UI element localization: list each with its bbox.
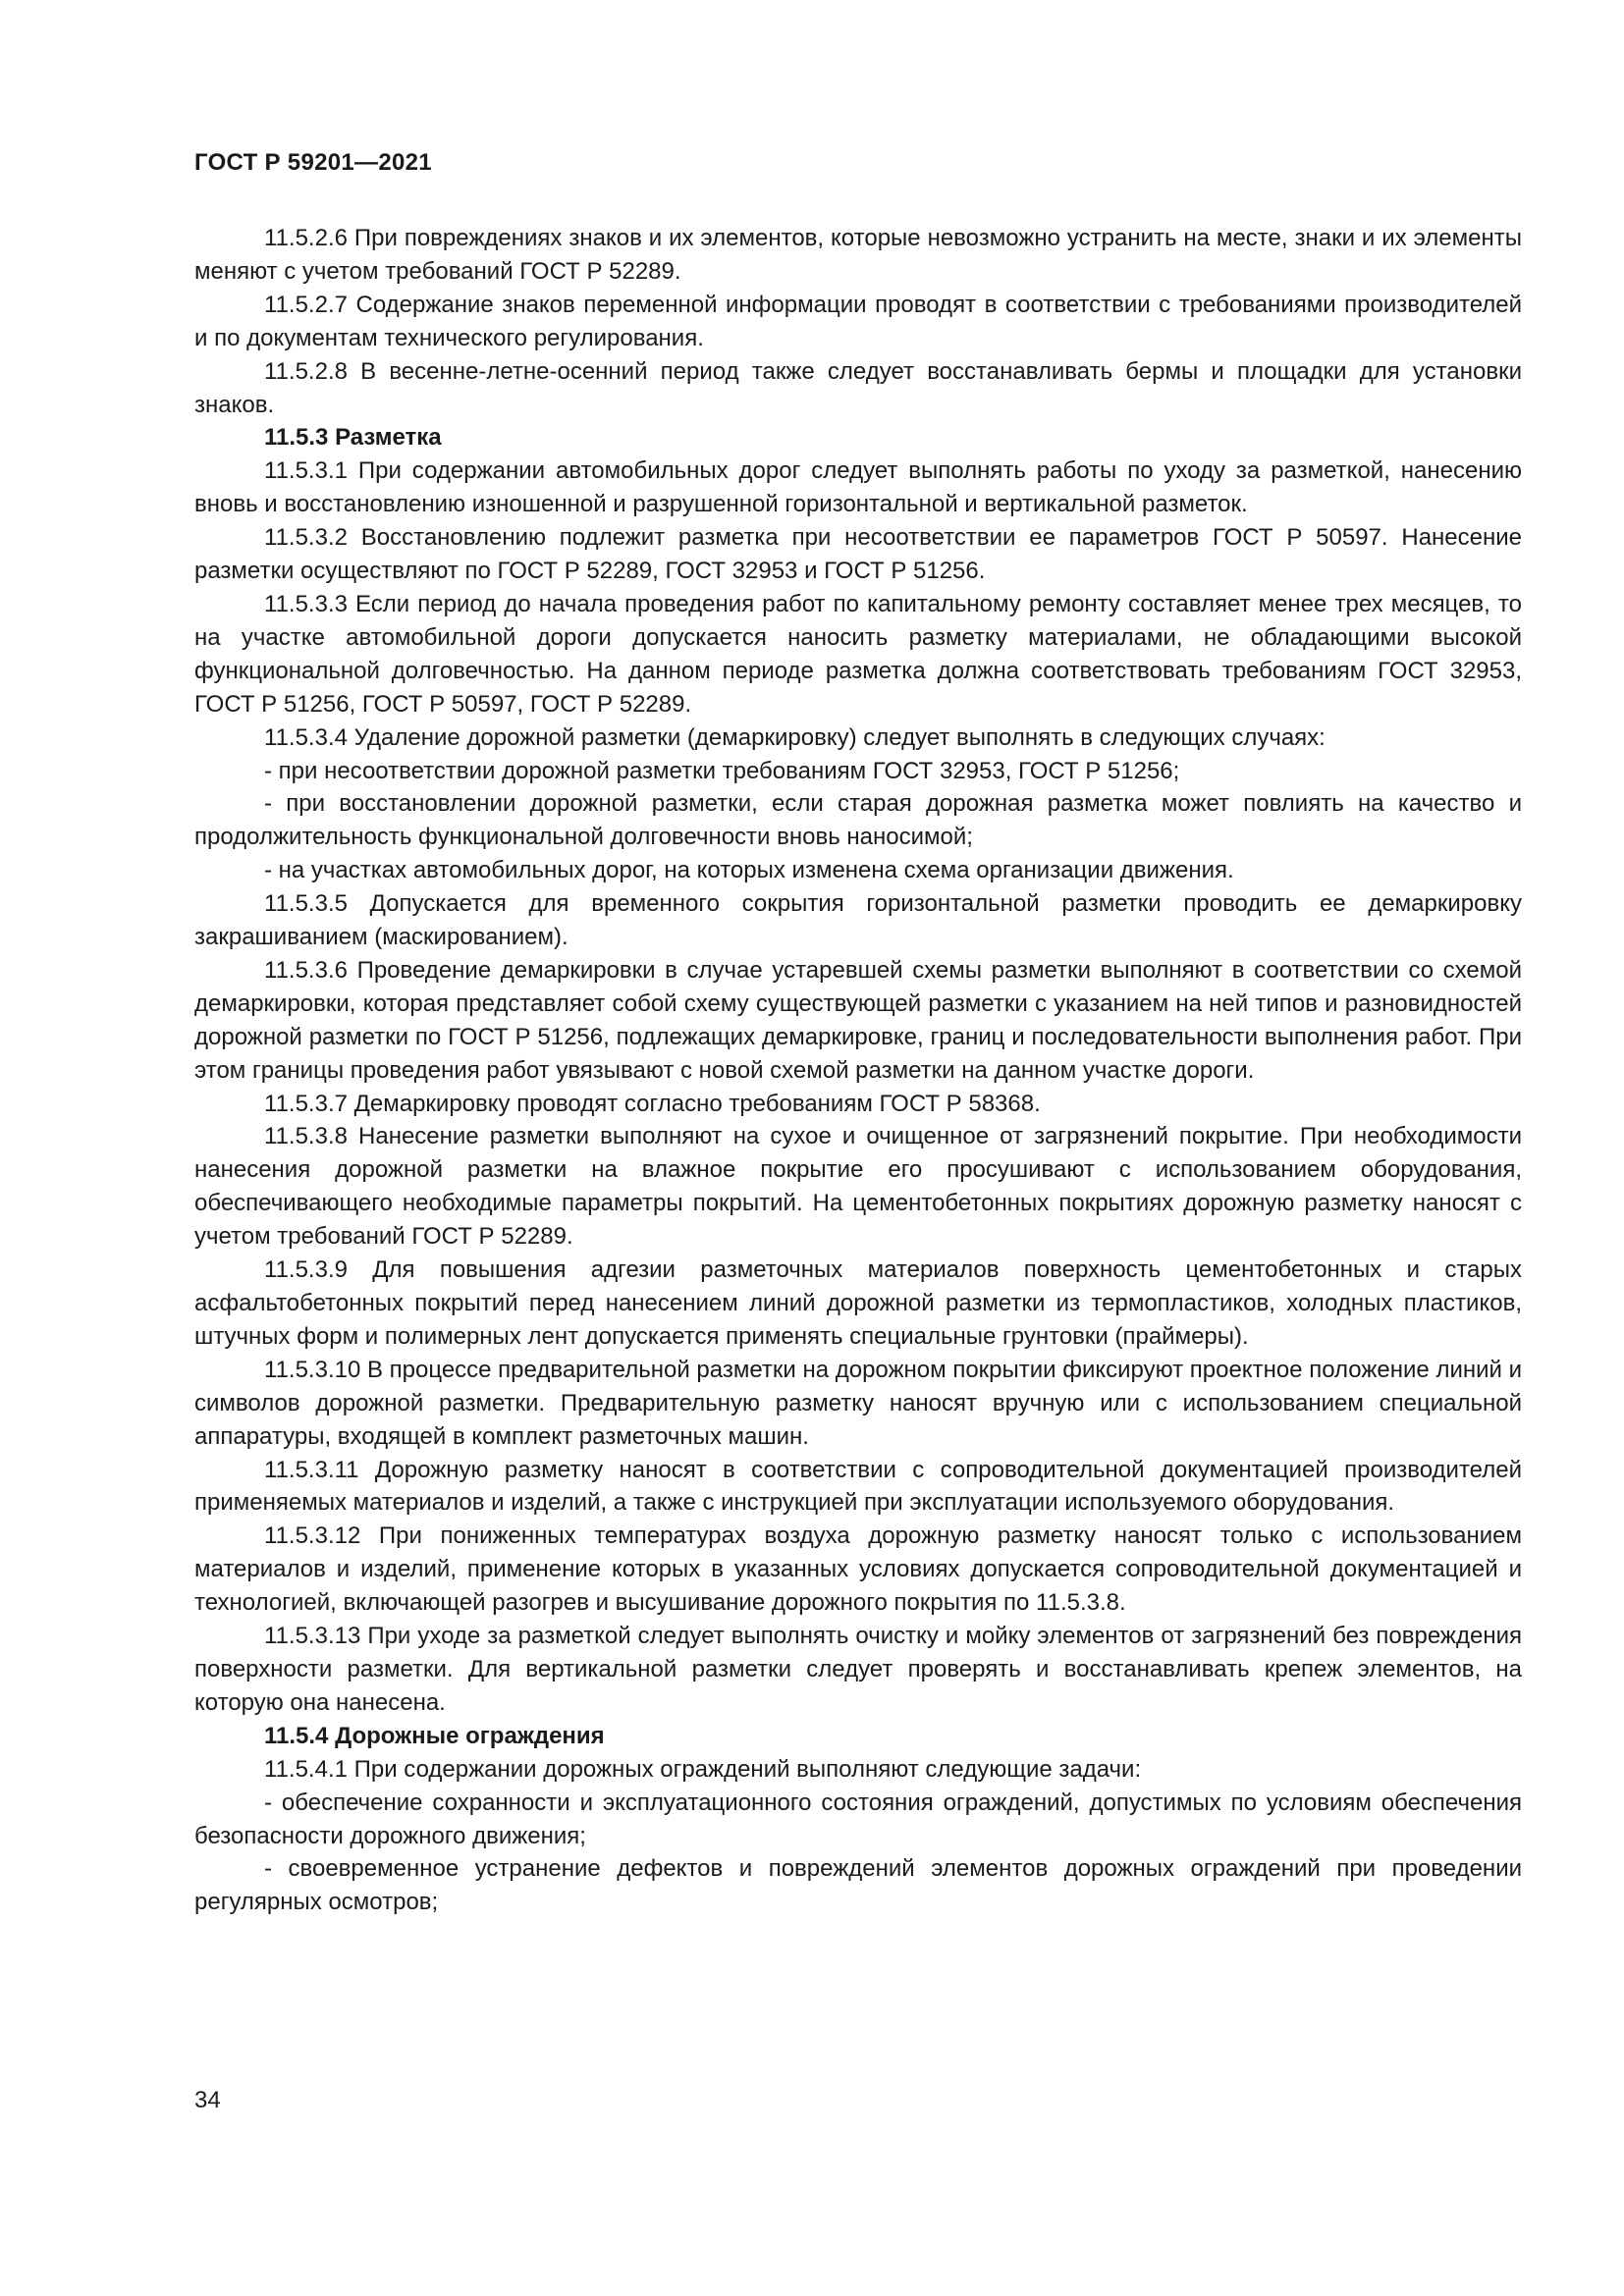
section-heading-11-5-4: 11.5.4 Дорожные ограждения bbox=[264, 1722, 605, 1749]
paragraph-11-5-2-7: 11.5.2.7 Содержание знаков переменной информации проводят в соответствии с требованиями производителей и по документам технического регулирования. bbox=[194, 291, 1522, 351]
document-header: ГОСТ Р 59201—2021 bbox=[194, 149, 432, 176]
document-body bbox=[194, 222, 1522, 1919]
list-item: - при восстановлении дорожной разметки, если старая дорожная разметка может повлиять на качество и продолжительность функциональной долговечности вновь наносимой; bbox=[194, 790, 1522, 851]
paragraph-11-5-3-10: 11.5.3.10 В процессе предварительной разметки на дорожном покрытии фиксируют проектное положение линий и символов дорожной разметки. Предварительную разметку наносят вручную или с использованием специальной аппаратуры, входящей в комплект разметочных машин. bbox=[194, 1356, 1522, 1450]
paragraph-11-5-3-5: 11.5.3.5 Допускается для временного сокрытия горизонтальной разметки проводить ее демаркировку закрашиванием (маскированием). bbox=[194, 890, 1522, 951]
paragraph-11-5-3-6: 11.5.3.6 Проведение демаркировки в случае устаревшей схемы разметки выполняют в соответствии со схемой демаркировки, которая представляет собой схему существующей разметки с указанием на ней типов и разновидностей дорожной разметки по ГОСТ Р 51256, подлежащих демаркировке, границ и последовательности выполнения работ. При этом границы проведения работ увязывают с новой схемой разметки на данном участке дороги. bbox=[194, 956, 1522, 1084]
paragraph-11-5-3-12: 11.5.3.12 При пониженных температурах воздуха дорожную разметку наносят только с использованием материалов и изделий, применение которых в указанных условиях допускается сопроводительной документацией и технологией, включающей разогрев и высушивание дорожного покрытия по 11.5.3.8. bbox=[194, 1522, 1522, 1617]
section-heading-11-5-3: 11.5.3 Разметка bbox=[264, 424, 442, 452]
paragraph-11-5-3-7: 11.5.3.7 Демаркировку проводят согласно требованиям ГОСТ Р 58368. bbox=[264, 1090, 1041, 1117]
paragraph-11-5-3-3: 11.5.3.3 Если период до начала проведения работ по капитальному ремонту составляет менее трех месяцев, то на участке автомобильной дороги допускается наносить разметку материалами, не обладающими высокой функциональной долговечностью. На данном периоде разметка должна соответствовать требованиям ГОСТ 32953, ГОСТ Р 51256, ГОСТ Р 50597, ГОСТ Р 52289. bbox=[194, 590, 1522, 718]
paragraph-11-5-2-6: 11.5.2.6 При повреждениях знаков и их элементов, которые невозможно устранить на месте, знаки и их элементы меняют с учетом требований ГОСТ Р 52289. bbox=[194, 225, 1522, 285]
list-item: - обеспечение сохранности и эксплуатационного состояния ограждений, допустимых по условиям обеспечения безопасности дорожного движения; bbox=[194, 1789, 1522, 1849]
paragraph-11-5-3-1: 11.5.3.1 При содержании автомобильных дорог следует выполнять работы по уходу за разметкой, нанесению вновь и восстановлению изношенной и разрушенной горизонтальной и вертикальной разметок. bbox=[194, 457, 1522, 518]
paragraph-11-5-3-11: 11.5.3.11 Дорожную разметку наносят в соответствии с сопроводительной документацией производителей применяемых материалов и изделий, а также с инструкцией при эксплуатации используемого оборудования. bbox=[194, 1456, 1522, 1517]
list-item: - при несоответствии дорожной разметки требованиям ГОСТ 32953, ГОСТ Р 51256; bbox=[264, 757, 1180, 784]
list-item: - на участках автомобильных дорог, на которых изменена схема организации движения. bbox=[264, 857, 1234, 884]
paragraph-11-5-4-1: 11.5.4.1 При содержании дорожных ограждений выполняют следующие задачи: bbox=[264, 1755, 1142, 1783]
paragraph-11-5-3-9: 11.5.3.9 Для повышения адгезии разметочных материалов поверхность цементобетонных и старых асфальтобетонных покрытий перед нанесением линий дорожной разметки из термопластиков, холодных пластиков, штучных форм и полимерных лент допускается применять специальные грунтовки (праймеры). bbox=[194, 1256, 1522, 1350]
page-number: 34 bbox=[194, 2087, 221, 2113]
paragraph-11-5-3-4: 11.5.3.4 Удаление дорожной разметки (демаркировку) следует выполнять в следующих случаях: bbox=[264, 723, 1326, 751]
paragraph-11-5-2-8: 11.5.2.8 В весенне-летне-осенний период также следует восстанавливать бермы и площадки для установки знаков. bbox=[194, 357, 1522, 418]
paragraph-11-5-3-8: 11.5.3.8 Нанесение разметки выполняют на сухое и очищенное от загрязнений покрытие. При необходимости нанесения дорожной разметки на влажное покрытие его просушивают с использованием оборудования, обеспечивающего необходимые параметры покрытий. На цементобетонных покрытиях дорожную разметку наносят с учетом требований ГОСТ Р 52289. bbox=[194, 1123, 1522, 1251]
paragraph-11-5-3-2: 11.5.3.2 Восстановлению подлежит разметка при несоответствии ее параметров ГОСТ Р 50597. Нанесение разметки осуществляют по ГОСТ Р 52289, ГОСТ 32953 и ГОСТ Р 51256. bbox=[194, 524, 1522, 585]
paragraph-11-5-3-13: 11.5.3.13 При уходе за разметкой следует выполнять очистку и мойку элементов от загрязнений без повреждения поверхности разметки. Для вертикальной разметки следует проверять и восстанавливать крепеж элементов, на которую она нанесена. bbox=[194, 1623, 1522, 1716]
list-item: - своевременное устранение дефектов и повреждений элементов дорожных ограждений при проведении регулярных осмотров; bbox=[194, 1855, 1522, 1916]
